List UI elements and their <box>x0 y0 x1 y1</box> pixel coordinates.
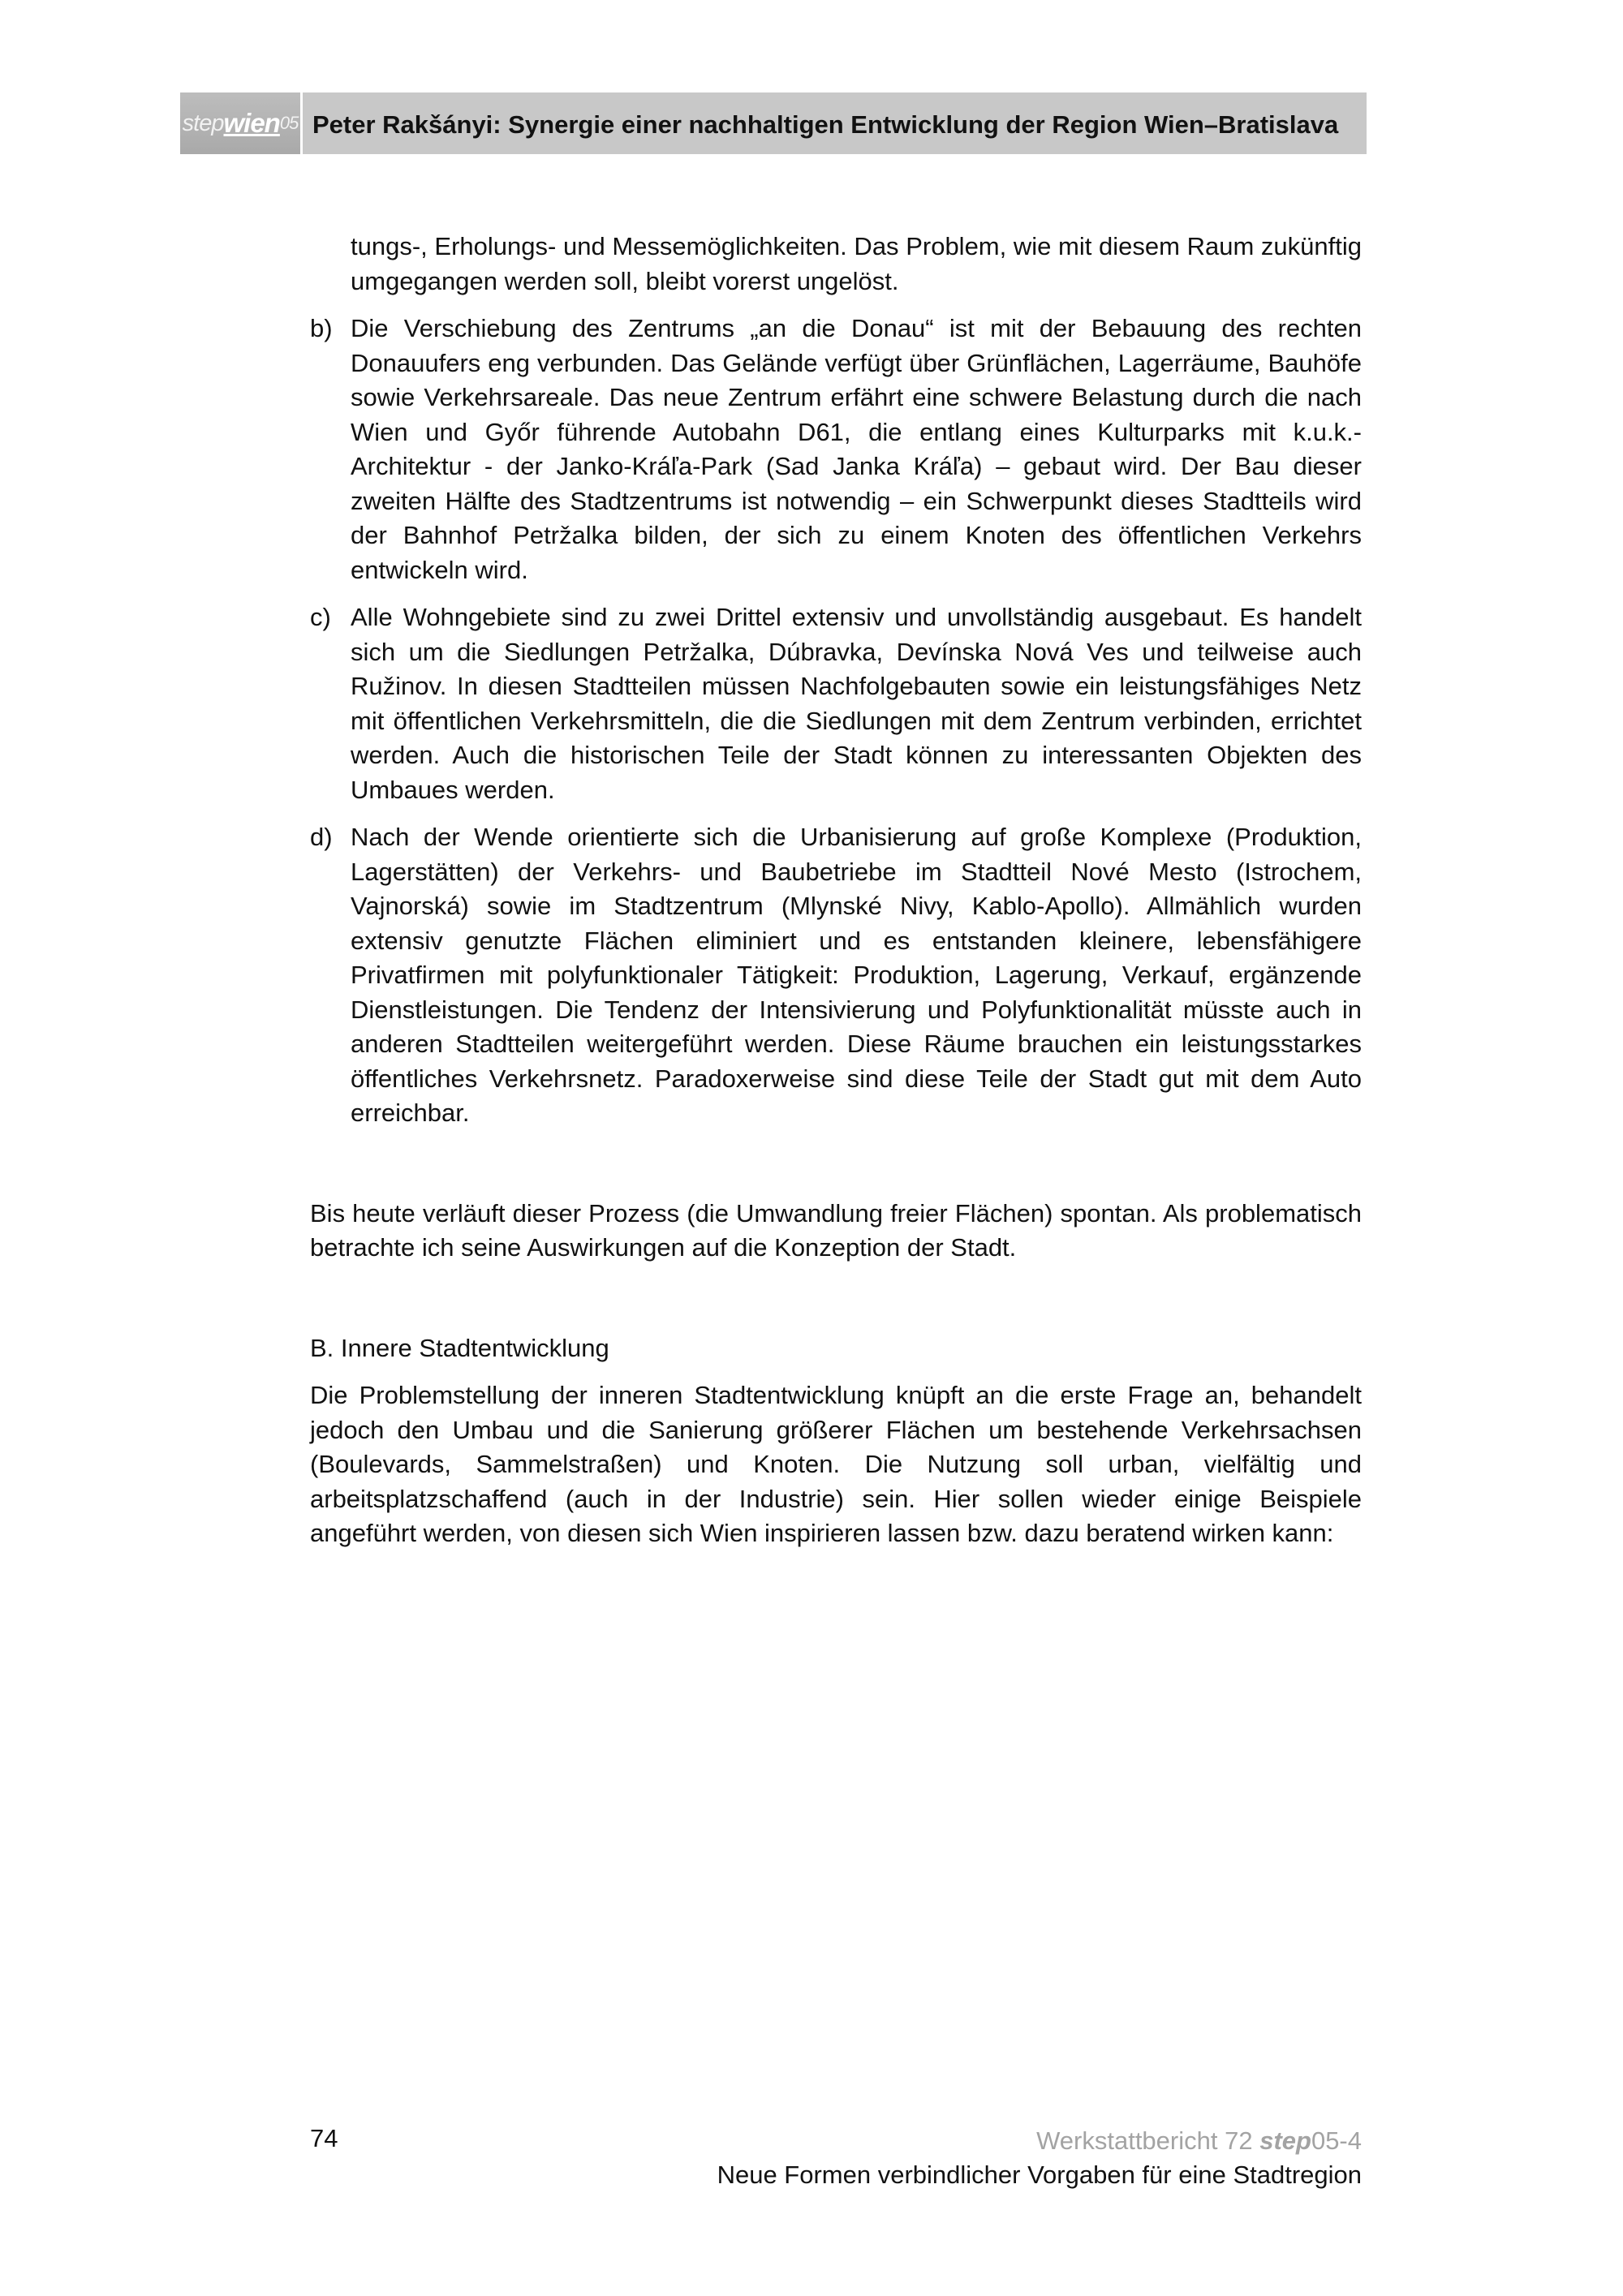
list-marker: c) <box>310 603 331 631</box>
list-item-text: Nach der Wende orientierte sich die Urbanisierung auf große Komplexe (Produktion, Lagerstätten) der Verkehrs- und Baubetriebe im Stadtteil Nové Mesto (Istrochem, Vajnorská) sowie im Stadtzentrum (Mlynské Nivy, Kablo-Apollo). Allmählich wurden extensiv genutzte Flächen eliminiert und es entstanden kleinere, lebensfähigere Privatfirmen mit polyfunktionaler Tätigkeit: Produktion, Lagerung, Verkauf, ergänzende Dienstleistungen. Die Tendenz der Intensivierung und Polyfunktionalität müsste auch in anderen Stadtteilen weitergeführt werden. Diese Räume brauchen ein leistungsstarkes öffentliches Verkehrsnetz. Paradoxerweise sind diese Teile der Stadt gut mit dem Auto erreichbar. <box>351 823 1362 1127</box>
list-item-c <box>310 600 1362 807</box>
continuation-paragraph: tungs-, Erholungs- und Messemöglichkeiten. Das Problem, wie mit diesem Raum zukünftig umgegangen werden soll, bleibt vorerst ungelöst. <box>351 232 1362 295</box>
page-footer <box>717 2124 1362 2192</box>
list-item-text: Die Verschiebung des Zentrums „an die Donau“ ist mit der Bebauung des rechten Donauufers eng verbunden. Das Gelände verfügt über Grünflächen, Lagerräume, Bauhöfe sowie Verkehrsareale. Das neue Zentrum erfährt eine schwere Belastung durch die nach Wien und Győr führende Autobahn D61, die entlang eines Kulturparks mit k.u.k.-Architektur - der Janko-Kráľa-Park (Sad Janka Kráľa) – gebaut wird. Der Bau dieser zweiten Hälfte des Stadtzentrums ist notwendig – ein Schwerpunkt dieses Stadtteils wird der Bahnhof Petržalka bilden, der sich zu einem Knoten des öffentlichen Verkehrs entwickeln wird. <box>351 314 1362 584</box>
logo-step-text: step <box>182 110 224 136</box>
header-title: Peter Rakšányi: Synergie einer nachhaltigen Entwicklung der Region Wien–Bratislava <box>312 110 1339 139</box>
list-marker: b) <box>310 314 333 342</box>
list-item-text: Alle Wohngebiete sind zu zwei Drittel extensiv und unvollständig ausgebaut. Es handelt sich um die Siedlungen Petržalka, Dúbravka, Devínska Nová Ves und teilweise auch Ružinov. In diesen Stadtteilen müssen Nachfolgebauten sowie ein leistungsfähiges Netz mit öffentlichen Verkehrsmitteln, die die Siedlungen mit dem Zentrum verbinden, errichtet werden. Auch die historischen Teile der Stadt können zu interessanten Objekten des Umbaues werden. <box>351 603 1362 804</box>
footer-report-prefix: Werkstattbericht 72 <box>1036 2126 1260 2155</box>
list-item-b <box>310 312 1362 587</box>
logo-wien-text: wien <box>223 108 280 138</box>
logo-05-text: 05 <box>279 113 299 133</box>
footer-report-suffix: 05-4 <box>1311 2126 1362 2155</box>
list-item-d <box>310 820 1362 1131</box>
footer-report-step: step <box>1259 2126 1311 2155</box>
page-number: 74 <box>310 2124 338 2152</box>
page-header <box>180 92 1367 154</box>
footer-report-line <box>717 2124 1362 2158</box>
process-paragraph: Bis heute verläuft dieser Prozess (die Umwandlung freier Flächen) spontan. Als problematisch betrachte ich seine Auswirkungen auf die Konzeption der Stadt. <box>310 1198 1362 1262</box>
footer-subtitle: Neue Formen verbindlicher Vorgaben für eine Stadtregion <box>717 2161 1362 2189</box>
section-paragraph: Die Problemstellung der inneren Stadtentwicklung knüpft an die erste Frage an, behandelt jedoch den Umbau und die Sanierung größerer Flächen um bestehende Verkehrsachsen (Boulevards, Sammelstraßen) und Knoten. Die Nutzung soll urban, vielfältig und arbeitsplatzschaffend (auch in der Industrie) sein. Hier sollen wieder einige Beispiele angeführt werden, von diesen sich Wien inspirieren lassen bzw. dazu beratend wirken kann: <box>310 1381 1362 1547</box>
page-body <box>310 230 1362 1551</box>
list-marker: d) <box>310 823 333 851</box>
header-divider <box>300 92 303 154</box>
step-wien-logo <box>180 92 300 154</box>
section-heading: B. Innere Stadtentwicklung <box>310 1333 609 1362</box>
